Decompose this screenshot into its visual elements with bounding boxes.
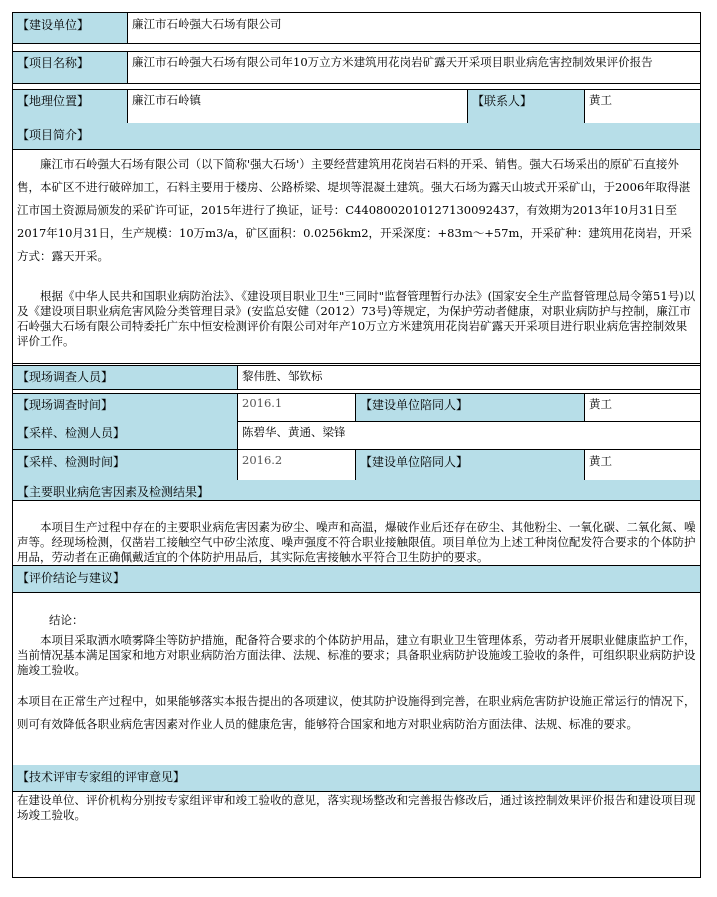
row-survey-time xyxy=(13,393,700,421)
divider xyxy=(13,43,700,44)
location-value: 廉江市石岭镇 xyxy=(128,89,468,123)
divider xyxy=(13,51,700,52)
row-sampling-staff xyxy=(13,421,700,449)
divider xyxy=(13,365,700,366)
intro-paragraph-1: 廉江市石岭强大石场有限公司（以下简称'强大石场'）主要经营建筑用花岗岩石料的开采、销售。强大石场采出的原矿石直接外售，本矿区不进行破碎加工，石料主要用于楼房、公路桥梁、堤坝等混凝土建筑。强大石场为露天山坡式开采矿山，于2006年取得湛江市国土资源局颁发的采矿许可证，2015年进行了换证，证号：C4408002010127130092437，有效期为2013年10月31日至2017年10月31日，生产规模：10万m3/a，矿区面积：0.0256km2，开采深度：+83m～+57m，开采矿种：建筑用花岗岩，开采方式：露天开采。 xyxy=(17,157,692,263)
survey-accompany-value: 黄工 xyxy=(589,397,612,411)
divider xyxy=(13,83,700,84)
sampling-time-value: 2016.2 xyxy=(238,450,356,480)
project-name-value: 廉江市石岭强大石场有限公司年10万立方米建筑用花岗岩矿露天开采项目职业病危害控制效果评价报告 xyxy=(132,55,653,69)
conclusion-head: 结论： xyxy=(49,613,84,627)
survey-staff-label: 【现场调查人员】 xyxy=(13,365,238,389)
survey-staff-value: 黎伟胜、邹钦标 xyxy=(242,369,323,383)
survey-time-value: 2016.1 xyxy=(238,393,356,421)
sampling-accompany-label: 【建设单位陪同人】 xyxy=(356,450,585,480)
sampling-time-label: 【采样、检测时间】 xyxy=(13,450,238,480)
row-project-name xyxy=(13,51,700,83)
divider xyxy=(13,500,700,501)
divider xyxy=(13,791,700,792)
sampling-staff-label: 【采样、检测人员】 xyxy=(13,421,238,449)
divider xyxy=(13,592,700,593)
conclusion-header: 【评价结论与建议】 xyxy=(13,566,700,592)
sampling-accompany-value: 黄工 xyxy=(589,454,612,468)
contact-value: 黄工 xyxy=(589,93,612,107)
location-label: 【地理位置】 xyxy=(13,89,128,123)
report-table xyxy=(12,12,701,878)
intro-header: 【项目简介】 xyxy=(13,123,700,149)
construction-unit-value: 廉江市石岭强大石场有限公司 xyxy=(132,17,282,31)
divider xyxy=(13,89,700,90)
survey-accompany-label: 【建设单位陪同人】 xyxy=(356,393,585,421)
intro-paragraph-2: 根据《中华人民共和国职业病防治法》、《建设项目职业卫生"三同时"监督管理暂行办法》(国家安全生产监督管理总局令第51号)以及《建设项目职业病危害风险分类管理目录》(安监总安健（2012）73号)等规定，为保护劳动者健康，对职业病防护与控制，廉江市石岭强大石场有限公司特委托广东中恒安检测评价有限公司对年产10万立方米建筑用花岗岩矿露天开采项目进行职业病危害控制效果评价工作。 xyxy=(17,289,696,348)
project-name-label: 【项目名称】 xyxy=(13,51,128,83)
row-construction-unit xyxy=(13,13,700,43)
conclusion-paragraph-2: 本项目在正常生产过程中，如果能够落实本报告提出的各项建议，使其防护设施得到完善，在职业病危害防护设施正常运行的情况下，则可有效降低各职业病危害因素对作业人员的健康危害，能够符合国家和地方对职业病防治方面法律、法规、标准的要求。 xyxy=(17,694,696,731)
expert-header: 【技术评审专家组的评审意见】 xyxy=(13,765,700,791)
row-sampling-time xyxy=(13,450,700,480)
row-location xyxy=(13,89,700,123)
row-survey-staff xyxy=(13,365,700,389)
divider xyxy=(13,149,700,150)
conclusion-paragraph-1: 本项目采取洒水喷雾降尘等防护措施，配备符合要求的个体防护用品，建立有职业卫生管理体系，劳动者开展职业健康监护工作，当前情况基本满足国家和地方对职业病防治方面法律、法规、标准的要求；具备职业病防护设施竣工验收的条件，可组织职业病防护设施竣工验收。 xyxy=(17,633,696,677)
survey-time-label: 【现场调查时间】 xyxy=(13,393,238,421)
contact-label: 【联系人】 xyxy=(468,89,585,123)
expert-text: 在建设单位、评价机构分别按专家组评审和竣工验收的意见，落实现场整改和完善报告修改后，通过该控制效果评价报告和建设项目现场竣工验收。 xyxy=(17,793,696,822)
hazards-text: 本项目生产过程中存在的主要职业病危害因素为矽尘、噪声和高温，爆破作业后还存在矽尘、其他粉尘、一氧化碳、二氧化氮、噪声等。经现场检测，仅凿岩工接触空气中矽尘浓度、噪声强度不符合职业接触限值。项目单位为上述工种岗位配发符合要求的个体防护用品，劳动者在正确佩戴适宜的个体防护用品后，其实际危害接触水平符合卫生防护的要求。 xyxy=(17,520,696,564)
divider xyxy=(13,363,700,364)
sampling-staff-value: 陈碧华、黄通、梁锋 xyxy=(242,425,346,439)
divider xyxy=(13,393,700,394)
construction-unit-label: 【建设单位】 xyxy=(13,13,128,43)
hazards-header: 【主要职业病危害因素及检测结果】 xyxy=(13,480,700,500)
divider xyxy=(13,389,700,390)
